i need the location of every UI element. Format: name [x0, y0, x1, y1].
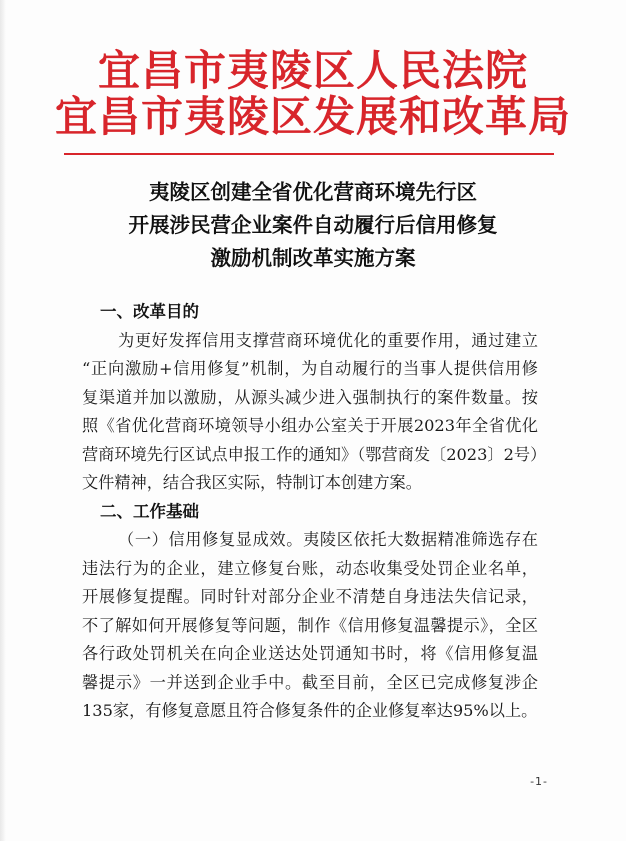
- paragraph-line: 不了解如何开展修复等问题，制作《信用修复温馨提示》，全区: [82, 615, 538, 635]
- title-line-2: 开展涉民营企业案件自动履行后信用修复: [128, 213, 498, 237]
- paragraph-line: （一）信用修复显成效。夷陵区依托大数据精准筛选存在: [118, 530, 538, 549]
- paragraph-line: 营商环境先行区试点申报工作的通知》（鄂营商发〔2023〕2号）: [82, 444, 547, 464]
- red-divider-line: [64, 153, 554, 155]
- letterhead: [0, 48, 626, 140]
- section-reform-purpose: [82, 298, 547, 498]
- title-line-1: 夷陵区创建全省优化营商环境先行区: [149, 180, 477, 204]
- title-line-3: 激励机制改革实施方案: [210, 246, 416, 270]
- paragraph-line: “正向激励+信用修复”机制，为自动履行的当事人提供信用修: [82, 359, 538, 378]
- letterhead-court: 宜昌市夷陵区人民法院: [97, 46, 528, 95]
- section-work-foundation: [82, 498, 538, 726]
- paragraph-line: 复渠道并加以激励，从源头减少进入强制执行的案件数量。按: [82, 387, 538, 407]
- paragraph-line: 馨提示》一并送到企业手中。截至目前，全区已完成修复涉企: [82, 672, 538, 692]
- paragraph-line: 各行政处罚机关在向企业送达处罚通知书时，将《信用修复温: [82, 644, 538, 663]
- paragraph-line: 为更好发挥信用支撑营商环境优化的重要作用，通过建立: [118, 330, 538, 350]
- paragraph-line: 开展修复提醒。同时针对部分企业不清楚自身违法失信记录，: [82, 587, 538, 606]
- section-heading: 一、改革目的: [100, 302, 199, 321]
- paragraph-line: 违法行为的企业，建立修复台账，动态收集受处罚企业名单，: [82, 558, 538, 578]
- letterhead-bureau: 宜昌市夷陵区发展和改革局: [54, 92, 571, 141]
- page-number: -1-: [530, 775, 548, 788]
- paragraph-line: 照《省优化营商环境领导小组办公室关于开展2023年全省优化: [82, 416, 538, 435]
- section-heading: 二、工作基础: [100, 501, 199, 521]
- paragraph-line: 文件精神，结合我区实际，特制订本创建方案。: [82, 473, 422, 492]
- document-title: [0, 176, 626, 275]
- document-body: [82, 298, 547, 726]
- paragraph-line: 135家，有修复意愿且符合修复条件的企业修复率达95%以上。: [82, 701, 538, 720]
